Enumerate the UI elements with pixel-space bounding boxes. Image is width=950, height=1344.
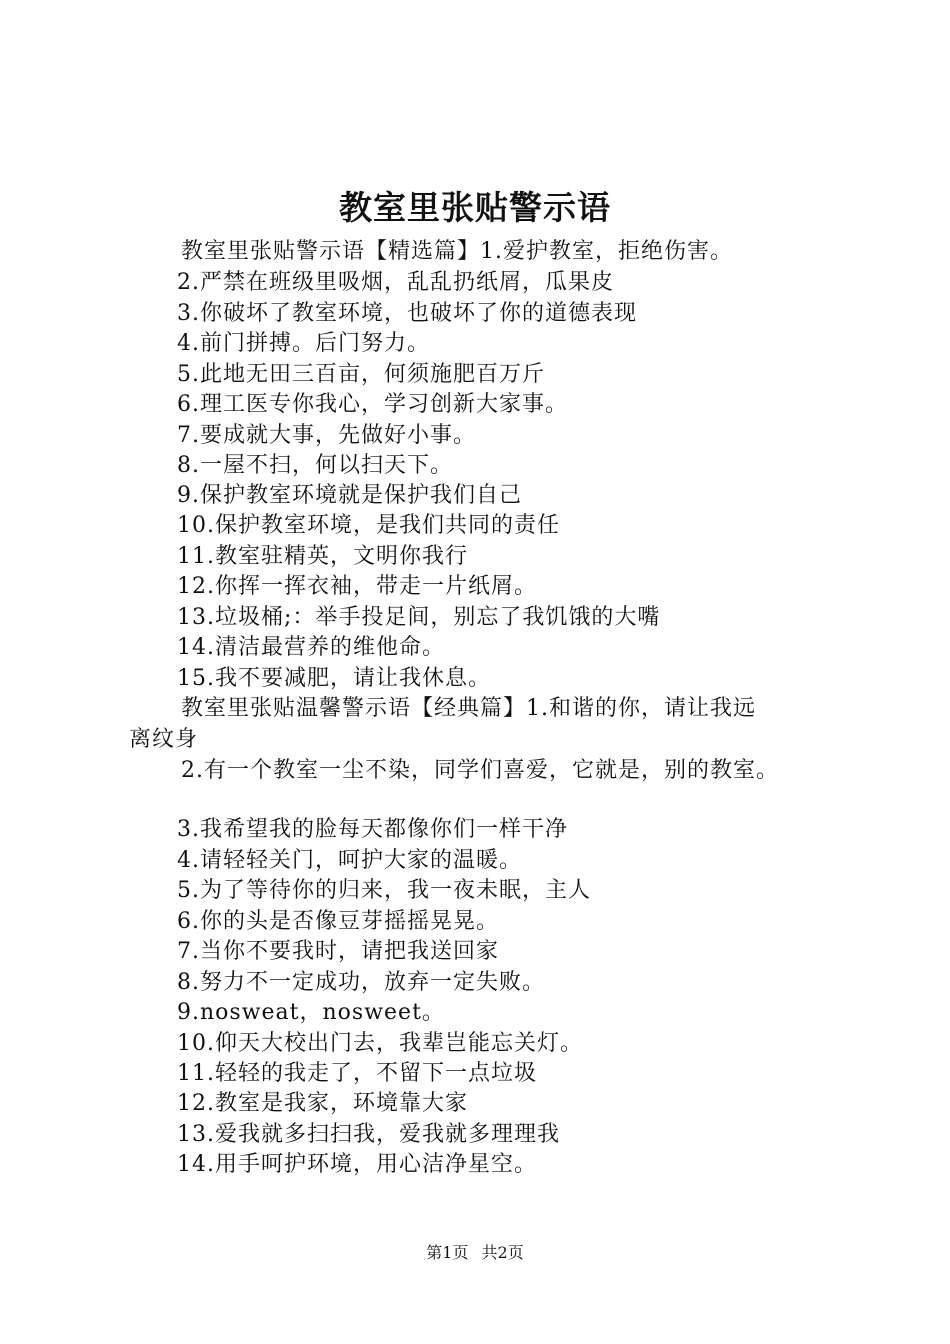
text-line: 5.此地无田三百亩，何须施肥百万斤 xyxy=(177,362,545,387)
text-line: 5.为了等待你的归来，我一夜未眠，主人 xyxy=(177,878,591,903)
text-line: 6.理工医专你我心，学习创新大家事。 xyxy=(177,392,568,417)
text-line: 2.严禁在班级里吸烟，乱乱扔纸屑，瓜果皮 xyxy=(177,270,614,295)
text-line: 11.轻轻的我走了，不留下一点垃圾 xyxy=(177,1061,537,1086)
text-line: 9.nosweat，nosweet。 xyxy=(177,1000,445,1025)
page-footer xyxy=(0,1242,950,1264)
text-line: 15.我不要减肥，请让我休息。 xyxy=(177,666,491,691)
text-line: 12.教室是我家，环境靠大家 xyxy=(177,1091,468,1116)
text-line: 离纹身 xyxy=(129,727,199,752)
text-line: 7.当你不要我时，请把我送回家 xyxy=(177,939,499,964)
text-line: 3.你破坏了教室环境，也破坏了你的道德表现 xyxy=(177,301,637,326)
text-line: 2.有一个教室一尘不染，同学们喜爱，它就是，别的教室。 xyxy=(181,758,779,783)
text-line: 9.保护教室环境就是保护我们自己 xyxy=(177,483,522,508)
text-line: 10.仰天大校出门去，我辈岂能忘关灯。 xyxy=(177,1031,583,1056)
text-line: 8.努力不一定成功，放弃一定失败。 xyxy=(177,970,545,995)
text-line: 4.前门拼搏。后门努力。 xyxy=(177,331,430,356)
text-line: 14.用手呵护环境，用心洁净星空。 xyxy=(177,1152,537,1177)
text-line: 6.你的头是否像豆芽摇摇晃晃。 xyxy=(177,909,499,934)
text-line: 8.一屋不扫，何以扫天下。 xyxy=(177,453,453,478)
text-line: 13.爱我就多扫扫我，爱我就多理理我 xyxy=(177,1122,560,1147)
page-number: 第1页 xyxy=(426,1243,469,1262)
text-line: 11.教室驻精英，文明你我行 xyxy=(177,544,468,569)
text-line: 教室里张贴警示语【精选篇】1.爱护教室，拒绝伤害。 xyxy=(181,239,733,264)
page-total: 共2页 xyxy=(481,1243,524,1262)
text-line: 教室里张贴温馨警示语【经典篇】1.和谐的你，请让我远 xyxy=(181,696,756,721)
text-line: 14.清洁最营养的维他命。 xyxy=(177,635,445,660)
text-line: 13.垃圾桶;：举手投足间，别忘了我饥饿的大嘴 xyxy=(177,605,661,630)
document-title: 教室里张贴警示语 xyxy=(339,188,611,227)
text-line: 7.要成就大事，先做好小事。 xyxy=(177,423,476,448)
text-line: 12.你挥一挥衣袖，带走一片纸屑。 xyxy=(177,574,537,599)
text-line: 4.请轻轻关门，呵护大家的温暖。 xyxy=(177,848,522,873)
text-line: 10.保护教室环境，是我们共同的责任 xyxy=(177,513,560,538)
text-line: 3.我希望我的脸每天都像你们一样干净 xyxy=(177,817,568,842)
